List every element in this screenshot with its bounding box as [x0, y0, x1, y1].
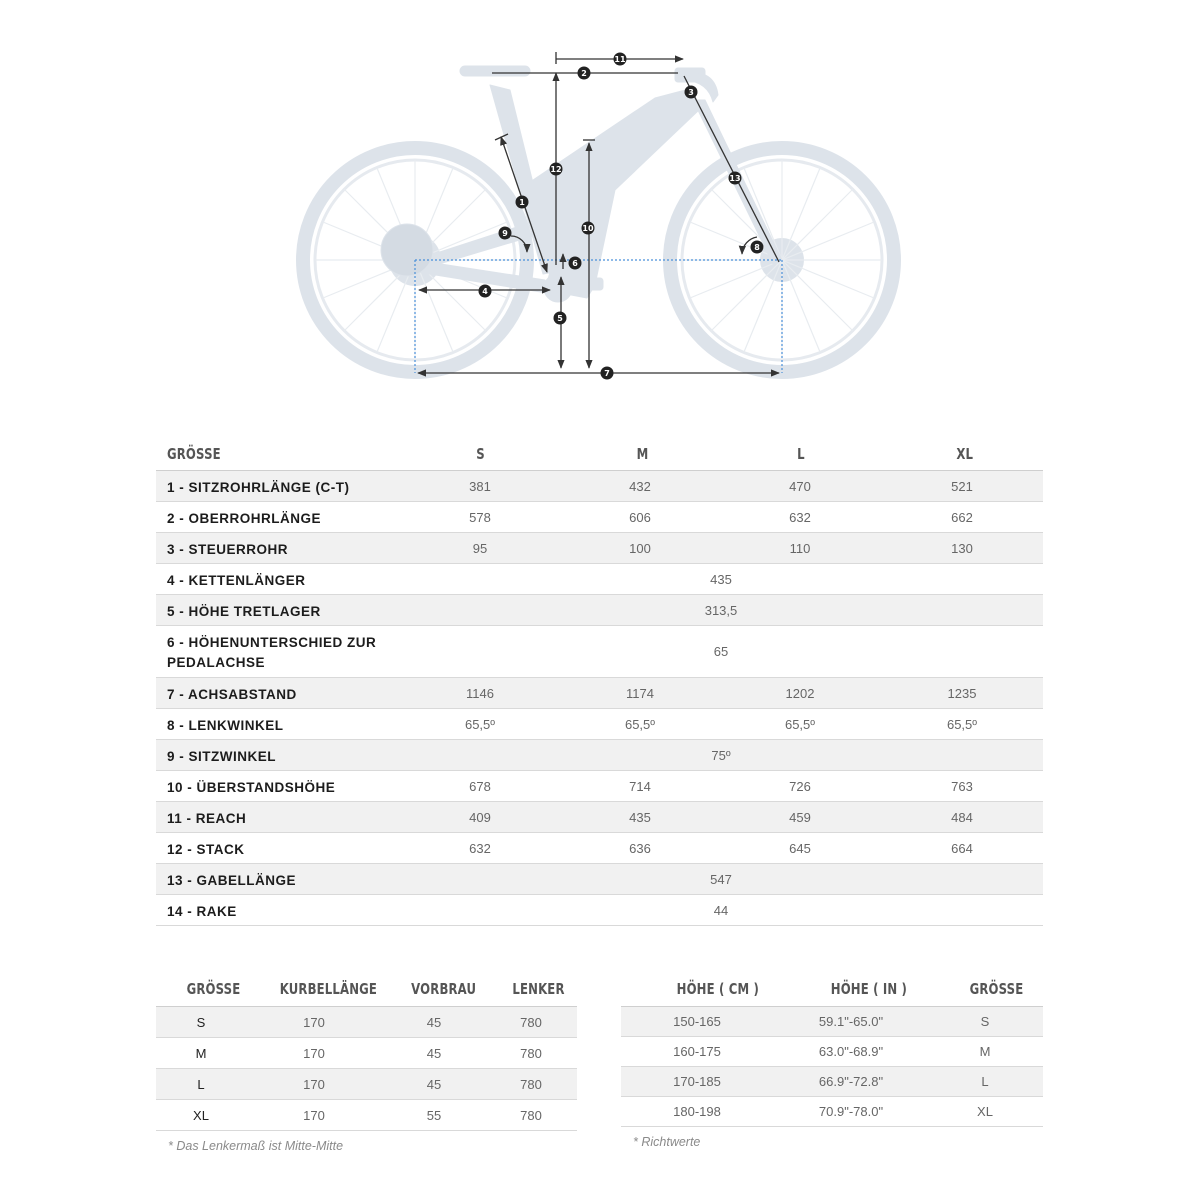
row-label: 12 - STACK — [167, 842, 245, 857]
cell-all: 313,5 — [704, 603, 738, 618]
table-row — [156, 595, 1043, 626]
marker-5 — [554, 312, 567, 325]
cell-s: 578 — [469, 510, 491, 525]
row-label: 8 - LENKWINKEL — [167, 718, 284, 733]
cell-crank: 170 — [303, 1015, 325, 1030]
cell-s: 95 — [472, 541, 488, 556]
svg-text:8: 8 — [754, 243, 760, 252]
svg-text:7: 7 — [604, 369, 610, 378]
marker-7 — [601, 367, 614, 380]
cell-l: 726 — [789, 779, 811, 794]
cell-crank: 170 — [303, 1077, 325, 1092]
cell-xl: 662 — [951, 510, 973, 525]
table-row — [156, 709, 1043, 740]
row-label: 9 - SITZWINKEL — [167, 749, 276, 764]
cell-size: M — [979, 1044, 991, 1059]
table-row — [156, 1007, 577, 1038]
svg-text:9: 9 — [502, 229, 508, 238]
cell-xl: 130 — [951, 541, 973, 556]
cell-stem: 55 — [426, 1108, 442, 1123]
svg-text:11: 11 — [614, 55, 626, 64]
cell-handlebar: 780 — [520, 1015, 542, 1030]
cell-m: 435 — [629, 810, 651, 825]
cell-l: 632 — [789, 510, 811, 525]
row-label: 14 - RAKE — [167, 904, 237, 919]
table-row — [156, 533, 1043, 564]
cell-xl: 521 — [951, 479, 973, 494]
cell-handlebar: 780 — [520, 1077, 542, 1092]
table-row — [156, 771, 1043, 802]
cell-size: L — [981, 1074, 989, 1089]
header-s: S — [476, 445, 485, 463]
cell-m: 1174 — [626, 686, 654, 701]
table-row — [156, 740, 1043, 771]
table-row — [156, 833, 1043, 864]
svg-text:2: 2 — [581, 69, 587, 78]
header-height-in: HÖHE ( IN ) — [830, 980, 908, 998]
cell-stem: 45 — [426, 1077, 442, 1092]
table-row — [621, 1097, 1043, 1127]
components-table-header — [156, 973, 577, 1007]
cell-m: 636 — [629, 841, 651, 856]
table-row — [156, 1100, 577, 1131]
cell-size: S — [196, 1015, 206, 1030]
cell-xl: 65,5º — [946, 717, 978, 732]
svg-text:13: 13 — [729, 174, 741, 183]
geometry-table-header — [156, 437, 1043, 471]
row-label: 11 - REACH — [167, 811, 247, 826]
marker-1 — [516, 196, 529, 209]
cell-all: 65 — [713, 644, 729, 659]
header-m: M — [636, 445, 649, 463]
table-row — [156, 802, 1043, 833]
size-guide-table-header — [621, 973, 1043, 1007]
cell-s: 1146 — [466, 686, 494, 701]
svg-text:3: 3 — [688, 88, 694, 97]
header-height-cm: HÖHE ( CM ) — [676, 980, 760, 998]
table-row — [156, 1069, 577, 1100]
cell-xl: 763 — [951, 779, 973, 794]
header-stem: VORBRAU — [411, 980, 477, 998]
table-row — [156, 1038, 577, 1069]
size-guide-table — [621, 973, 1043, 1127]
bike-geometry-diagram — [295, 40, 905, 390]
svg-text:10: 10 — [582, 224, 594, 233]
table-row — [156, 678, 1043, 709]
components-note: * Das Lenkermaß ist Mitte-Mitte — [168, 1139, 344, 1153]
cell-crank: 170 — [303, 1046, 325, 1061]
sizing-note: * Richtwerte — [633, 1135, 701, 1149]
row-label: 5 - HÖHE TRETLAGER — [167, 604, 321, 619]
cell-xl: 664 — [951, 841, 973, 856]
cell-m: 100 — [629, 541, 651, 556]
header-size: GRÖSSE — [167, 445, 221, 463]
cell-s: 381 — [469, 479, 491, 494]
cell-l: 1202 — [785, 686, 815, 701]
cell-m: 714 — [629, 779, 651, 794]
cell-l: 65,5º — [784, 717, 816, 732]
cell-handlebar: 780 — [520, 1108, 542, 1123]
geometry-table — [156, 437, 1043, 926]
table-row — [621, 1067, 1043, 1097]
cell-height-in: 63.0"-68.9" — [818, 1044, 884, 1059]
row-label: 3 - STEUERROHR — [167, 542, 289, 557]
cell-all: 75º — [711, 748, 731, 763]
cell-s: 409 — [469, 810, 491, 825]
table-row — [621, 1007, 1043, 1037]
cell-m: 606 — [629, 510, 651, 525]
cell-stem: 45 — [426, 1015, 442, 1030]
bike-frame — [381, 66, 782, 302]
table-row — [156, 895, 1043, 926]
header-size: GRÖSSE — [186, 980, 241, 998]
marker-11 — [614, 53, 627, 66]
cell-stem: 45 — [426, 1046, 442, 1061]
marker-13 — [729, 172, 742, 185]
svg-text:4: 4 — [482, 287, 488, 296]
table-row — [156, 471, 1043, 502]
header-crank-length: KURBELLÄNGE — [279, 980, 378, 998]
row-label: 1 - SITZROHRLÄNGE (C-T) — [167, 480, 350, 495]
marker-10 — [582, 222, 595, 235]
cell-height-cm: 150-165 — [673, 1014, 721, 1029]
cell-l: 110 — [789, 541, 811, 556]
marker-4 — [479, 285, 492, 298]
marker-6 — [569, 257, 582, 270]
svg-text:6: 6 — [572, 259, 578, 268]
marker-3 — [685, 86, 698, 99]
cell-crank: 170 — [303, 1108, 325, 1123]
cell-all: 547 — [710, 872, 732, 887]
header-size: GRÖSSE — [969, 980, 1024, 998]
cell-size: XL — [193, 1108, 209, 1123]
cell-height-in: 66.9"-72.8" — [818, 1074, 884, 1089]
cell-xl: 1235 — [947, 686, 977, 701]
marker-9 — [499, 227, 512, 240]
cell-l: 459 — [789, 810, 811, 825]
row-label: 2 - OBERROHRLÄNGE — [167, 511, 322, 526]
cell-s: 632 — [469, 841, 491, 856]
components-table — [156, 973, 577, 1131]
cell-all: 44 — [713, 903, 729, 918]
cell-m: 65,5º — [624, 717, 656, 732]
table-row — [621, 1037, 1043, 1067]
cell-s: 678 — [469, 779, 491, 794]
table-row — [156, 864, 1043, 895]
cell-height-cm: 180-198 — [673, 1104, 721, 1119]
svg-text:1: 1 — [519, 198, 525, 207]
cell-all: 435 — [710, 572, 732, 587]
marker-8 — [751, 241, 764, 254]
table-row — [156, 564, 1043, 595]
cell-size: S — [980, 1014, 990, 1029]
table-row — [156, 502, 1043, 533]
cell-l: 645 — [789, 841, 811, 856]
cell-size: M — [195, 1046, 207, 1061]
cell-size: L — [197, 1077, 205, 1092]
cell-height-cm: 160-175 — [673, 1044, 721, 1059]
header-handlebar: LENKER — [512, 980, 565, 998]
row-label: 13 - GABELLÄNGE — [167, 873, 297, 888]
row-label: 4 - KETTENLÄNGER — [167, 573, 306, 588]
svg-text:5: 5 — [557, 314, 563, 323]
cell-l: 470 — [789, 479, 811, 494]
marker-2 — [578, 67, 591, 80]
row-label: 10 - ÜBERSTANDSHÖHE — [167, 780, 336, 795]
cell-handlebar: 780 — [520, 1046, 542, 1061]
cell-m: 432 — [629, 479, 651, 494]
cell-height-in: 59.1"-65.0" — [818, 1014, 884, 1029]
row-label: 6 - HÖHENUNTERSCHIED ZUR PEDALACHSE — [167, 635, 377, 670]
row-label: 7 - ACHSABSTAND — [167, 687, 297, 702]
marker-12 — [550, 163, 563, 176]
header-xl: XL — [956, 445, 974, 463]
cell-height-in: 70.9"-78.0" — [818, 1104, 884, 1119]
table-row — [156, 626, 1043, 678]
cell-s: 65,5º — [464, 717, 496, 732]
cell-height-cm: 170-185 — [673, 1074, 721, 1089]
cell-xl: 484 — [951, 810, 973, 825]
cell-size: XL — [977, 1104, 993, 1119]
header-l: L — [797, 445, 805, 463]
svg-text:12: 12 — [550, 165, 562, 174]
